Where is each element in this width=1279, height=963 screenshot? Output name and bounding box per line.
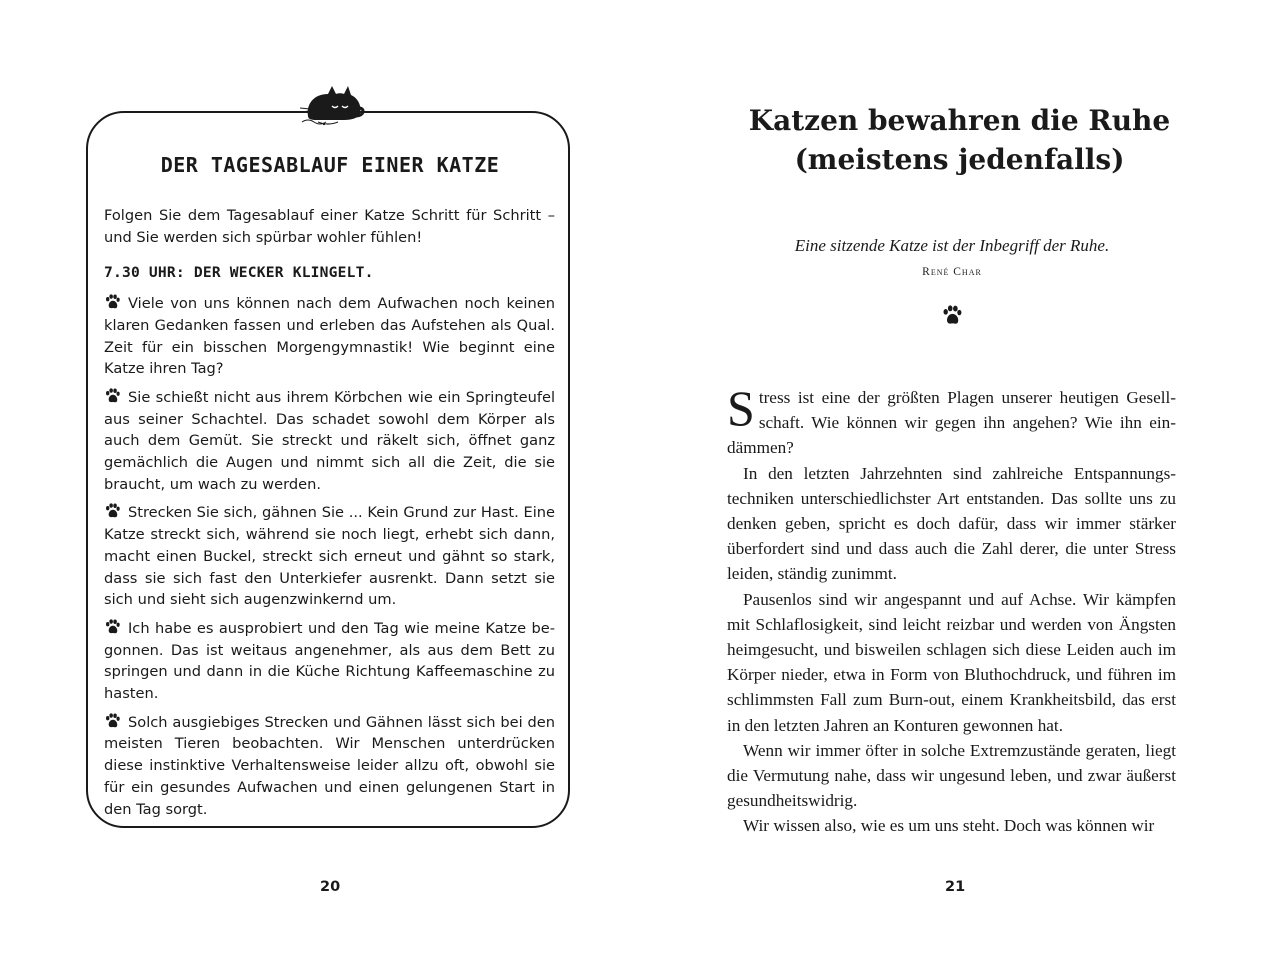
- paw-icon: [941, 305, 963, 326]
- list-item: [104, 387, 555, 496]
- paw-icon: [104, 713, 121, 729]
- paragraph: In den letzten Jahrzehnten sind zahlreiche Entspannungstechniken unterschiedlichster Art entstanden. Das sollte uns zu denken geben, spricht es doch dafür, dass wir immer stärker überfordert sind und dass auch die Zahl derer, die unter Stress leiden, ständig zunimmt.: [727, 463, 1176, 584]
- drop-cap: S: [727, 380, 755, 436]
- paw-icon: [104, 388, 121, 404]
- right-page: [640, 0, 1279, 963]
- list-item: [104, 712, 555, 821]
- list-item: [104, 618, 555, 705]
- intro-text: Folgen Sie dem Tagesablauf einer Katze Schritt für Schritt – und Sie werden sich spürbar wohler fühlen!: [104, 207, 555, 246]
- list-item-text: Solch ausgiebiges Strecken und Gähnen lässt sich bei den meisten Tieren beobachten. Wir Menschen unterdrücken diese instinktive Verhaltensweise leider allzu oft, obwohl sie für ein gesundes Aufwachen und einen gelungenen Start in den Tag sorgt.: [104, 713, 555, 818]
- epigraph-quote: Eine sitzende Katze ist der Inbegriff der Ruhe.: [794, 236, 1110, 255]
- paragraph: Pausenlos sind wir angespannt und auf Achse. Wir kämpfen mit Schlaflosigkeit, sind leicht reizbar und werden von Ängsten heimgesucht, und bisweilen schlagen sich diese Leiden auch im Körper nieder, etwa in Form von Bluthochdruck, und führen im schlimmsten Fall zum Burn-out, einem Krankheitsbild, das erst in den letzten Jahren an Konturen gewonnen hat.: [727, 589, 1176, 735]
- paragraph: Wenn wir immer öfter in solche Extremzustände geraten, liegt die Vermutung nahe, dass wir ungesund leben, und zwar äußerst gesundheitswidrig.: [727, 740, 1176, 811]
- paragraph: Wir wissen also, wie es um uns steht. Doch was können wir: [743, 816, 1155, 836]
- chapter-title-line-1: Katzen bewahren die Ruhe: [748, 104, 1171, 137]
- list-item: [104, 502, 555, 611]
- list-item-text: Viele von uns können nach dem Aufwachen noch keinen klaren Gedanken fassen und erleben das Aufstehen als Qual. Zeit für ein bisschen Morgengymnastik! Wie beginnt eine Katze ihren Tag?: [104, 295, 555, 378]
- list-item-text: Ich habe es ausprobiert und den Tag wie meine Katze begonnen. Das ist weitaus angenehmer, als aus dem Bett zu springen und dann in die Küche Richtung Kaffeemaschine zu hasten.: [104, 619, 555, 703]
- epigraph-author: René Char: [922, 266, 982, 278]
- paragraph: [727, 380, 1176, 461]
- paragraph-text: tress ist eine der größten Plagen unserer heutigen Gesellschaft. Wie können wir gegen ihn angehen? Wie ihn eindämmen?: [727, 388, 1176, 458]
- paw-icon: [104, 503, 121, 519]
- list-item-text: Strecken Sie sich, gähnen Sie ... Kein Grund zur Hast. Eine Katze streckt sich, während sie noch liegt, erhebt sich dann, macht einen Buckel, streckt sich erneut und gähnt so stark, dass sie sich fast den Unterkiefer ausrenkt. Dann setzt sie sich und sieht sich augenzwinkernd um.: [104, 504, 555, 609]
- body-text: [727, 380, 1176, 839]
- list-item-text: Sie schießt nicht aus ihrem Körbchen wie ein Springteufel aus seiner Schachtel. Das schadet sowohl dem Körper als auch dem Gemüt. Sie streckt und räkelt sich, öffnet ganz gemächlich die Augen und nimmt sich all die Zeit, die sie braucht, um wach zu werden.: [104, 388, 555, 493]
- box-title: DER TAGESABLAUF EINER KATZE: [160, 153, 500, 177]
- box-body: [104, 205, 555, 827]
- chapter-title: [640, 101, 1279, 179]
- list-item: [104, 293, 555, 380]
- paw-icon: [104, 294, 121, 310]
- time-subheading: 7.30 UHR: DER WECKER KLINGELT.: [104, 264, 374, 282]
- paw-icon: [104, 619, 121, 635]
- page-number-left: 20: [320, 879, 341, 895]
- page-number-right: 21: [945, 879, 966, 895]
- chapter-title-line-2: (meistens jedenfalls): [794, 143, 1125, 176]
